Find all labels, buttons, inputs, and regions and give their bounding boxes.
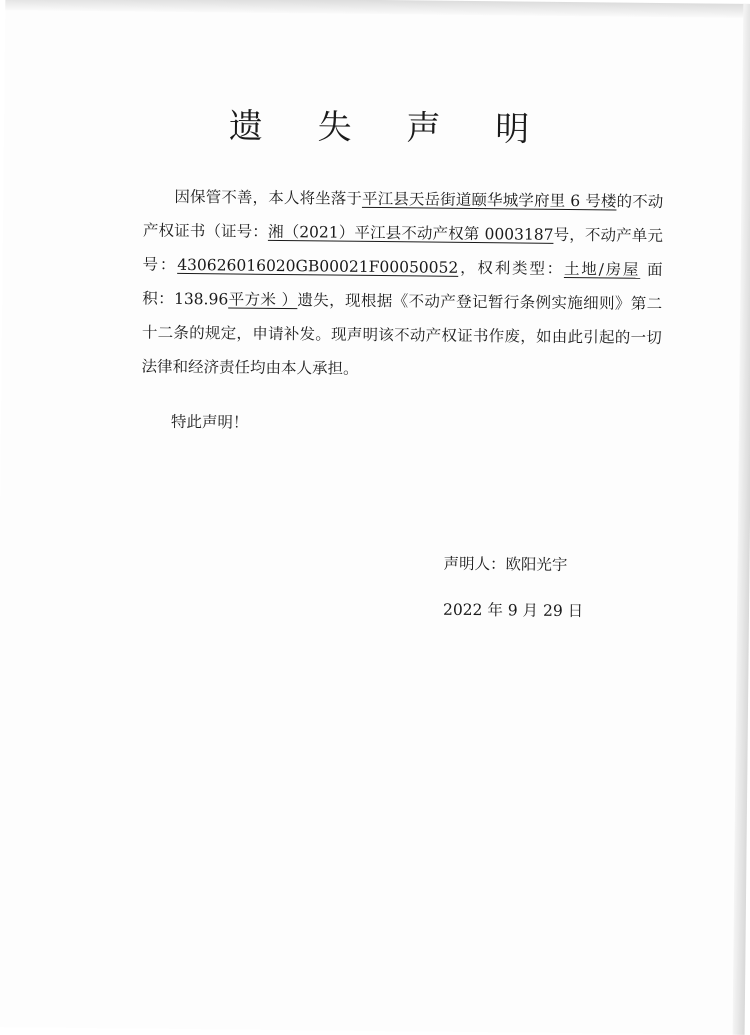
text-segment: ，权利类型： bbox=[458, 258, 565, 278]
scan-shadow-right bbox=[733, 4, 750, 1035]
unit-number: 430626016020GB00021F00050052 bbox=[177, 255, 459, 277]
text-segment: 因保管不善，本人将坐落于 bbox=[174, 187, 363, 208]
property-location: 平江县天岳街道颐华城学府里 6 号楼 bbox=[361, 189, 617, 211]
declarant-name: 声明人：欧阳光宇 bbox=[443, 554, 568, 575]
scan-shadow-top bbox=[5, 0, 750, 18]
certificate-number: 湘（2021）平江县不动产权第 0003187 bbox=[267, 222, 554, 244]
area-label: 面积：138.96 bbox=[142, 260, 663, 309]
text-segment: 号，不动产单元号： bbox=[142, 225, 664, 274]
document-title: 遗 失 声 明 bbox=[228, 106, 552, 150]
text-segment: 遗失，现根据《不动产登记暂行条例实施细则》第二十二条的规定，申请补发。现声明该不动产权证书作废，如由此引起的一切法律和经济责任均由本人承担。 bbox=[141, 291, 663, 378]
right-type: 土地/房屋 bbox=[563, 259, 641, 279]
signature-block bbox=[443, 541, 584, 634]
area-unit: 平方米 ） bbox=[228, 290, 298, 310]
closing-line: 特此声明！ bbox=[170, 412, 249, 432]
declaration-body bbox=[141, 180, 663, 389]
text-segment: 的不动产权证书（证号： bbox=[142, 192, 664, 241]
declaration-paragraph bbox=[141, 180, 663, 389]
declaration-date: 2022 年 9 月 29 日 bbox=[442, 600, 584, 621]
